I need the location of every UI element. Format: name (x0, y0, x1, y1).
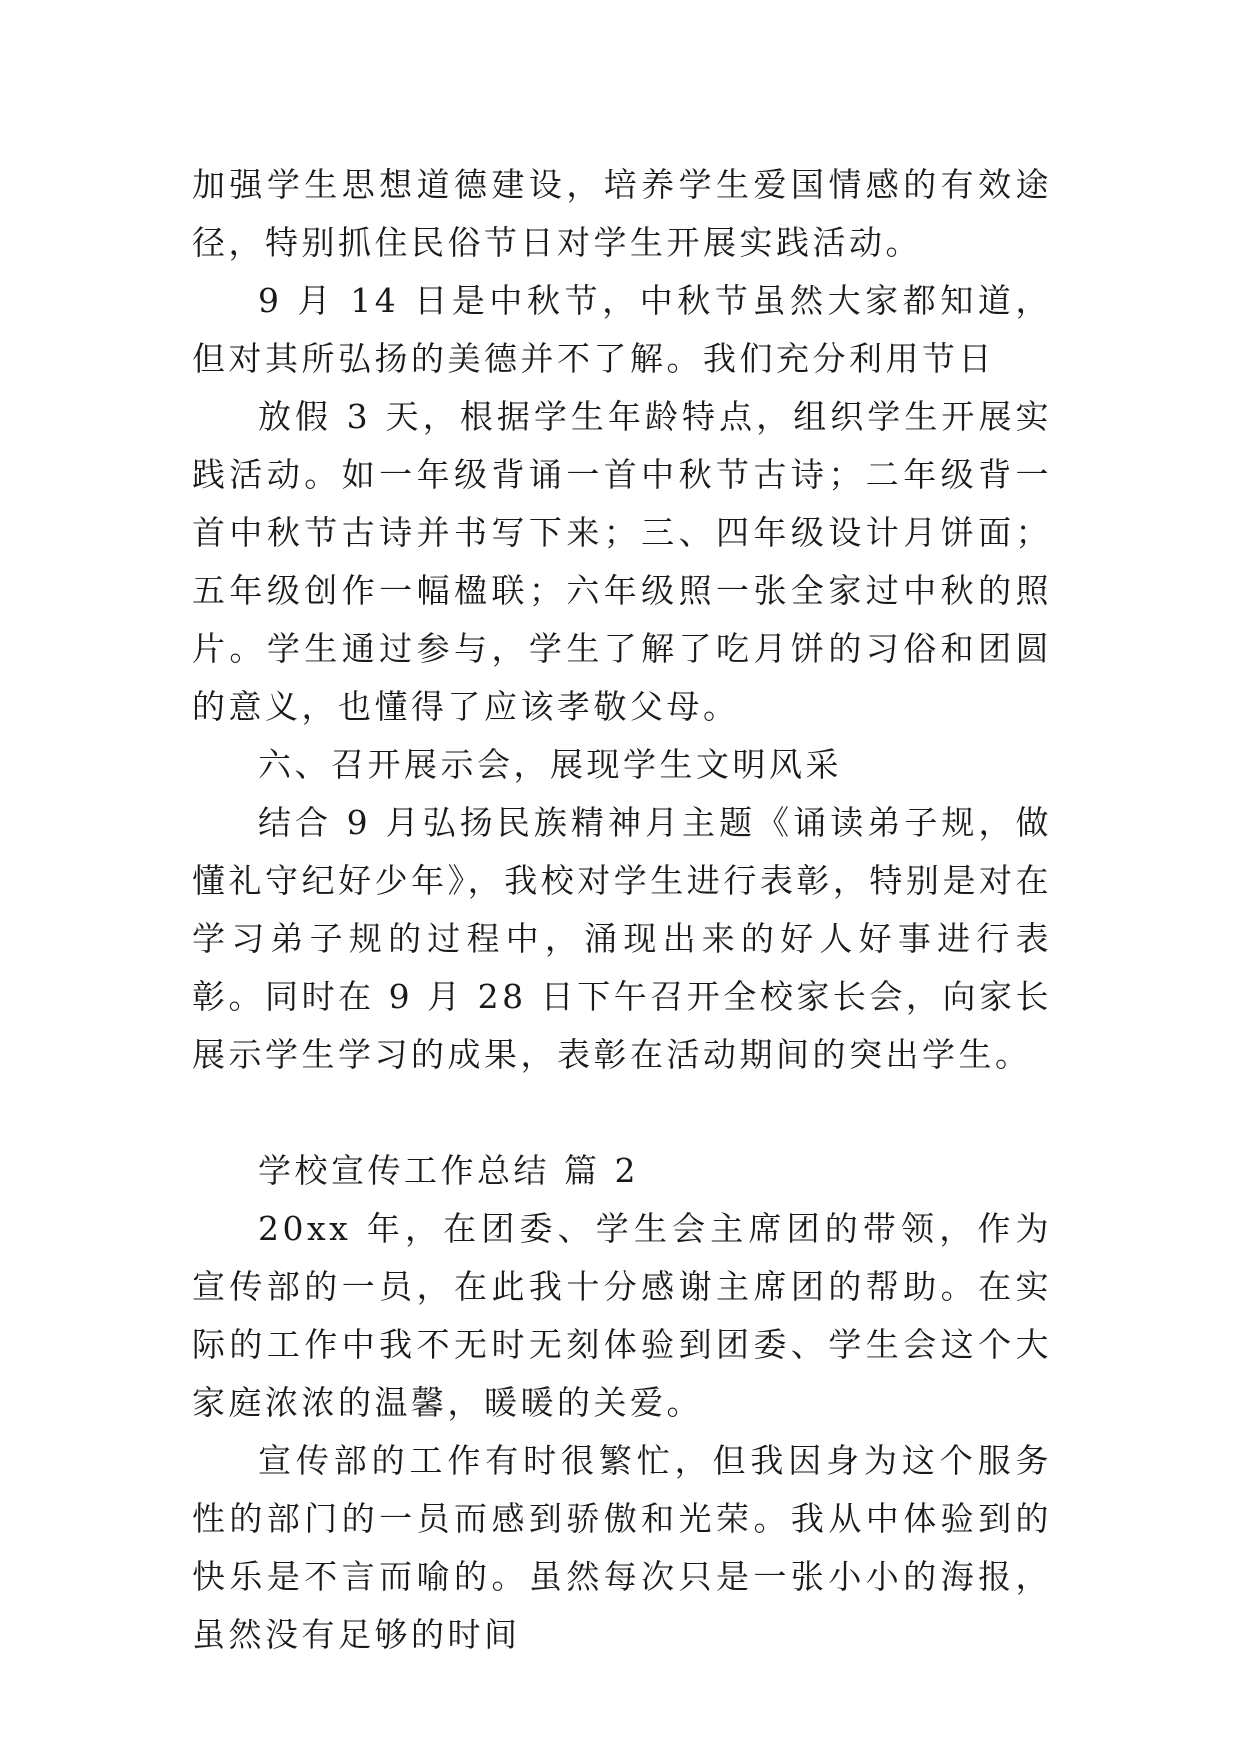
paragraph-7: 宣传部的工作有时很繁忙，但我因身为这个服务性的部门的一员而感到骄傲和光荣。我从中体验到的快乐是不言而喻的。虽然每次只是一张小小的海报，虽然没有足够的时间 (192, 1441, 1052, 1654)
paragraph-1: 加强学生思想道德建设，培养学生爱国情感的有效途径，特别抓住民俗节日对学生开展实践活动。 (192, 165, 1052, 262)
section-gap (192, 1084, 1052, 1142)
paragraph-2: 9 月 14 日是中秋节，中秋节虽然大家都知道，但对其所弘扬的美德并不了解。我们充分利用节日 (192, 281, 1052, 378)
document-body (192, 156, 1052, 1664)
section-title: 学校宣传工作总结 篇 2 (258, 1151, 639, 1190)
paragraph-5: 结合 9 月弘扬民族精神月主题《诵读弟子规，做懂礼守纪好少年》，我校对学生进行表彰，特别是对在学习弟子规的过程中，涌现出来的好人好事进行表彰。同时在 9 月 28 日下午召开全校家长会，向家长展示学生学习的成果，表彰在活动期间的突出学生。 (192, 803, 1052, 1074)
section-heading-six: 六、召开展示会，展现学生文明风采 (258, 745, 842, 784)
paragraph-6: 20xx 年，在团委、学生会主席团的带领，作为宣传部的一员，在此我十分感谢主席团的帮助。在实际的工作中我不无时无刻体验到团委、学生会这个大家庭浓浓的温馨，暖暖的关爱。 (192, 1209, 1052, 1422)
paragraph-3: 放假 3 天，根据学生年龄特点，组织学生开展实践活动。如一年级背诵一首中秋节古诗；二年级背一首中秋节古诗并书写下来；三、四年级设计月饼面；五年级创作一幅楹联；六年级照一张全家过中秋的照片。学生通过参与，学生了解了吃月饼的习俗和团圆的意义，也懂得了应该孝敬父母。 (192, 397, 1052, 726)
